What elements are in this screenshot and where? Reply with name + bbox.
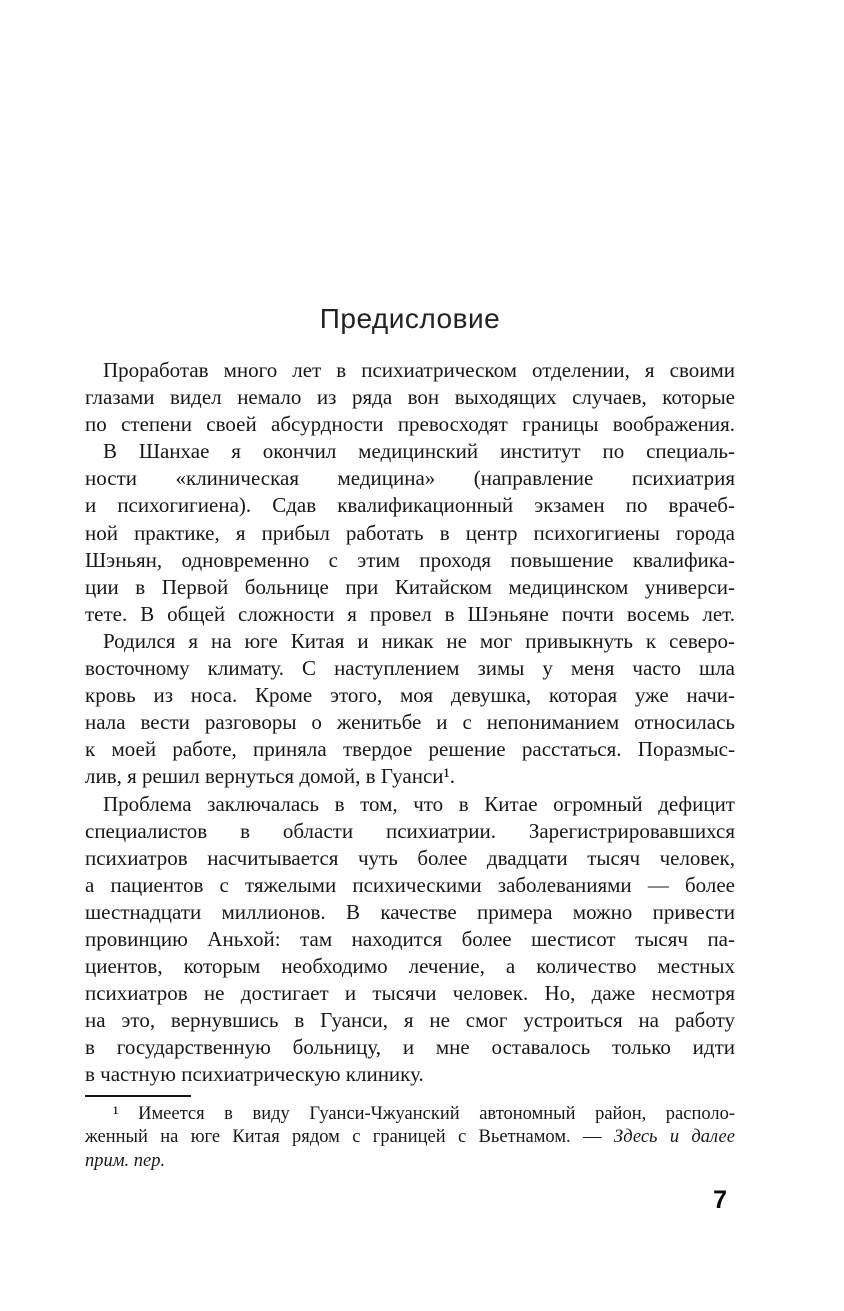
body-text-line: специалистов в области психиатрии. Зарегистрировавшихся (85, 818, 735, 843)
body-text-line: ции в Первой больнице при Китайском медицинском универси- (85, 574, 735, 599)
footnote (85, 1103, 735, 1173)
footnote-separator (85, 1095, 191, 1097)
body-text (85, 357, 735, 1089)
body-text-line: ности «клиническая медицина» (направление психиатрия (85, 466, 735, 491)
text-block (85, 0, 735, 1311)
page-number: 7 (713, 1186, 727, 1214)
body-text-line: по степени своей абсурдности превосходят границы воображения. (85, 412, 735, 437)
body-text-line: психиатров насчитывается чуть более двадцати тысяч человек, (85, 845, 735, 870)
body-text-line: восточному климату. С наступлением зимы у меня часто шла (85, 656, 735, 681)
footnote-text-normal: женный на юге Китая рядом с границей с Вьетнамом. — (85, 1127, 614, 1148)
body-text-line: глазами видел немало из ряда вон выходящих случаев, которые (85, 385, 735, 410)
body-text-line: провинцию Аньхой: там находится более шестисот тысяч па- (85, 926, 735, 951)
body-text-line: лив, я решил вернуться домой, в Гуанси¹. (85, 764, 456, 789)
body-text-line: а пациентов с тяжелыми психическими заболеваниями — более (85, 872, 735, 897)
body-text-line: Проблема заключалась в том, что в Китае огромный дефицит (103, 791, 735, 816)
body-text-line: и психогигиена). Сдав квалификационный экзамен по врачеб- (85, 493, 735, 518)
body-text-line: кровь из носа. Кроме этого, моя девушка, которая уже начи- (85, 683, 735, 708)
body-text-line: психиатров не достигает и тысячи человек. Но, даже несмотря (85, 981, 735, 1006)
body-text-line: ной практике, я прибыл работать в центр психогигиены города (85, 520, 735, 545)
footnote-line: ¹ Имеется в виду Гуанси-Чжуанский автономный район, располо- (113, 1104, 735, 1124)
body-text-line: в частную психиатрическую клинику. (85, 1062, 424, 1087)
chapter-title: Предисловие (319, 303, 501, 334)
body-text-line: тете. В общей сложности я провел в Шэньяне почти восемь лет. (85, 601, 735, 626)
footnote-line (85, 1126, 735, 1149)
footnote-line: прим. пер. (85, 1150, 166, 1171)
body-text-line: к моей работе, приняла твердое решение расстаться. Поразмыс- (85, 737, 735, 762)
body-text-line: Родился я на юге Китая и никак не мог привыкнуть к северо- (103, 628, 735, 653)
body-text-line: Шэньян, одновременно с этим проходя повышение квалифика- (85, 547, 735, 572)
body-text-line: циентов, которым необходимо лечение, а количество местных (85, 954, 735, 979)
body-text-line: нала вести разговоры о женитьбе и с непониманием относилась (85, 710, 735, 735)
body-text-line: В Шанхае я окончил медицинский институт по специаль- (103, 439, 735, 464)
body-text-line: Проработав много лет в психиатрическом отделении, я своими (103, 358, 735, 382)
body-text-line: на это, вернувшись в Гуанси, я не смог устроиться на работу (85, 1008, 735, 1033)
body-text-line: шестнадцати миллионов. В качестве примера можно привести (85, 899, 735, 924)
body-text-line: в государственную больницу, и мне оставалось только идти (85, 1035, 735, 1060)
footnote-text-italic: Здесь и далее (613, 1127, 735, 1148)
